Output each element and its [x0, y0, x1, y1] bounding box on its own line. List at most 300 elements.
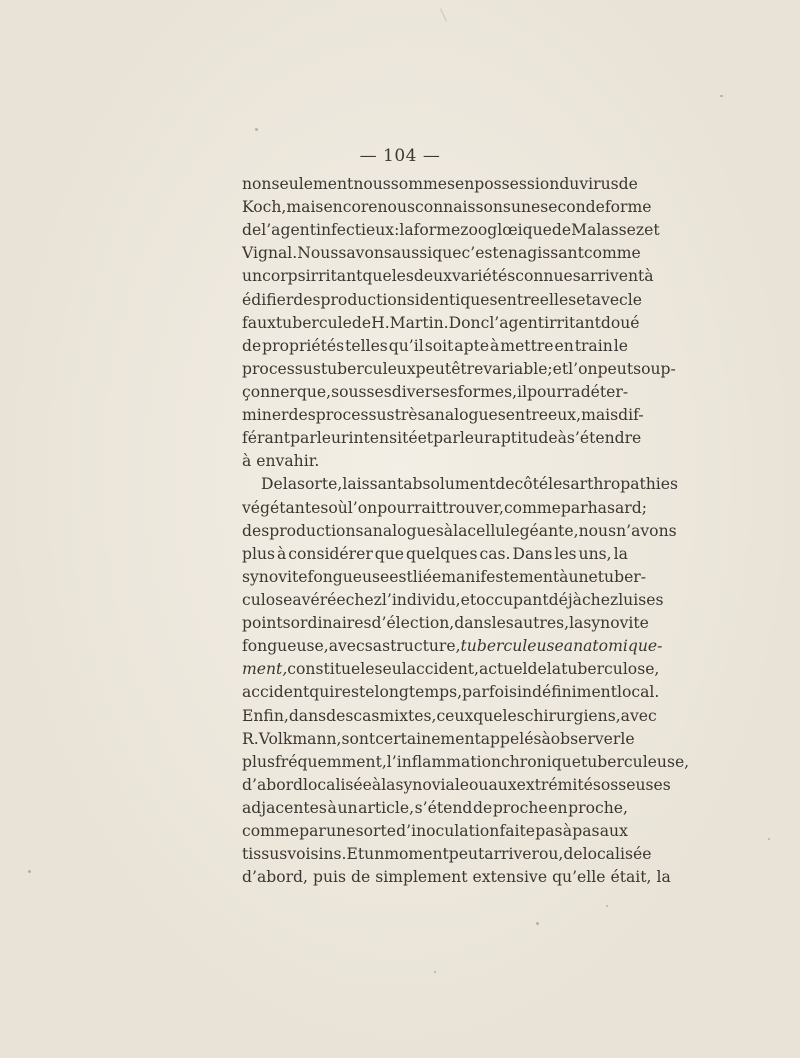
word: à — [562, 822, 573, 841]
word: de — [551, 221, 572, 240]
word: tuber- — [597, 567, 647, 586]
word: à — [327, 798, 337, 817]
word: d’inoculation — [396, 822, 500, 841]
word: était, — [610, 868, 652, 887]
text-line — [242, 774, 671, 797]
word: n’avons — [616, 521, 677, 540]
word: à — [557, 429, 567, 448]
text-line — [242, 289, 643, 312]
word: soit — [424, 336, 454, 355]
word: trouver, — [442, 498, 504, 517]
word: ceux — [436, 706, 474, 725]
word: ses — [638, 590, 664, 609]
word: et — [576, 290, 592, 309]
word: une — [510, 198, 541, 217]
word: très — [394, 406, 426, 425]
word: diverses — [391, 382, 458, 401]
text-line — [242, 242, 641, 265]
word: seul — [374, 660, 407, 679]
word: les — [548, 475, 571, 494]
word: autres, — [513, 614, 570, 633]
text-line — [242, 843, 652, 866]
word: en — [548, 798, 568, 817]
word: s’étendre — [566, 429, 642, 448]
word: points — [242, 614, 291, 633]
word: cas. — [479, 544, 511, 563]
word: la — [282, 475, 298, 494]
word: la — [381, 775, 396, 794]
word: zooglœique — [460, 221, 552, 240]
word: parfois — [462, 683, 517, 702]
text-line — [242, 866, 671, 889]
word: des — [293, 290, 321, 309]
word: sa — [364, 637, 383, 656]
word: tuberculose, — [561, 660, 660, 679]
word: propriétés — [262, 336, 345, 355]
word: savons — [338, 244, 392, 263]
word: proche, — [568, 798, 628, 817]
word: faite — [499, 822, 536, 841]
word: que — [473, 706, 503, 725]
word: extensive — [472, 868, 548, 887]
text-line — [242, 635, 663, 658]
word: sont — [341, 729, 376, 748]
word: chez — [581, 590, 619, 609]
text-line — [242, 520, 677, 543]
word: hasard; — [587, 498, 647, 517]
text-line — [242, 543, 628, 566]
word: liée — [412, 567, 442, 586]
word: appelés — [480, 729, 542, 748]
word: aussi — [391, 244, 433, 263]
word: sorte — [355, 822, 396, 841]
text-line — [242, 312, 640, 335]
word: déjà — [548, 590, 582, 609]
paper-speck — [768, 838, 770, 840]
word: une — [326, 822, 356, 841]
text-line — [242, 335, 628, 358]
word: H. — [371, 313, 390, 332]
word: la — [656, 868, 671, 887]
word: adjacentes — [242, 798, 327, 817]
word: l’individu, — [381, 590, 461, 609]
word: que — [362, 267, 392, 286]
word: structure, — [382, 637, 461, 656]
word: la — [453, 521, 468, 540]
word: ordinaires — [290, 614, 372, 633]
word: telles — [345, 336, 388, 355]
text-line — [242, 797, 628, 820]
word: des — [288, 406, 316, 425]
word: ou, — [538, 845, 564, 864]
word: analogues — [425, 406, 506, 425]
word: reste — [334, 683, 375, 702]
word: envahir. — [256, 452, 320, 471]
word: corps — [262, 267, 306, 286]
word: tissus — [242, 845, 288, 864]
word: fréquemment, — [275, 752, 387, 771]
word: puis — [312, 868, 346, 887]
word: moment — [384, 845, 449, 864]
word: plus — [242, 544, 276, 563]
word: aux — [488, 775, 517, 794]
word: à — [644, 267, 654, 286]
word: synoviale — [395, 775, 470, 794]
word: que — [374, 544, 405, 563]
word: Enfin, — [242, 706, 289, 725]
word: localisée — [303, 775, 372, 794]
text-line — [242, 566, 647, 589]
word: doué — [600, 313, 640, 332]
text-line — [242, 404, 644, 427]
word: qu’elle — [552, 868, 606, 887]
word: soup- — [633, 359, 676, 378]
word: et — [417, 429, 434, 448]
word: de — [351, 313, 372, 332]
word: arriver — [484, 845, 539, 864]
word: connaissons — [415, 198, 511, 217]
word: de — [473, 798, 493, 817]
word: des — [326, 706, 354, 725]
word: apte — [454, 336, 490, 355]
paper-speck — [536, 922, 539, 925]
text-line — [242, 705, 657, 728]
word: de — [563, 845, 583, 864]
word: d’abord — [242, 775, 304, 794]
word: il — [517, 382, 528, 401]
word: analogues — [363, 521, 444, 540]
word: irritant — [544, 313, 601, 332]
word: un — [242, 267, 263, 286]
word: en — [498, 244, 518, 263]
word: la — [569, 614, 584, 633]
word: pas — [535, 822, 563, 841]
word: à — [443, 521, 454, 540]
word: férant — [242, 429, 291, 448]
word: nous — [578, 521, 617, 540]
word: entre — [505, 406, 549, 425]
word: mais — [581, 406, 619, 425]
word: productions — [269, 521, 364, 540]
word: fongueuse, — [242, 637, 329, 656]
word: accident, — [406, 660, 479, 679]
word: laissant — [342, 475, 404, 494]
word: irritant — [305, 267, 363, 286]
word: sommes — [390, 175, 455, 193]
word: de — [242, 221, 262, 240]
word: l’agent — [489, 313, 545, 332]
word: mettre — [500, 336, 554, 355]
word: R. — [242, 729, 259, 748]
word: ment, — [242, 660, 288, 679]
word: accident — [242, 683, 310, 702]
word: avec — [591, 290, 628, 309]
word: observer — [550, 729, 621, 748]
word: en — [455, 175, 475, 193]
word: : — [394, 221, 400, 240]
word: pourrait — [377, 498, 443, 517]
word: d’élection, — [371, 614, 455, 633]
word: l’on — [347, 498, 378, 517]
word: avec — [620, 706, 657, 725]
word: peut — [448, 845, 485, 864]
word: sorte, — [297, 475, 343, 494]
word: plus — [242, 752, 276, 771]
word: par — [299, 822, 326, 841]
word: et — [552, 359, 569, 378]
word: Vignal. — [242, 244, 298, 263]
word: çonner — [242, 382, 297, 401]
word: où — [328, 498, 348, 517]
word: Et — [346, 845, 365, 864]
word: actuel — [478, 660, 528, 679]
word: à — [559, 567, 569, 586]
word: pas — [572, 822, 600, 841]
word: par — [290, 429, 317, 448]
word: comme — [583, 244, 641, 263]
word: formes, — [457, 382, 518, 401]
word: variable; — [483, 359, 553, 378]
word: comme — [242, 822, 299, 841]
word: quelques — [406, 544, 478, 563]
text-line — [242, 427, 642, 450]
word: de — [618, 175, 638, 193]
word: ou — [469, 775, 489, 794]
word: pourra — [527, 382, 581, 401]
word: simplement — [375, 868, 468, 887]
word: lui — [618, 590, 639, 609]
word: certainement — [375, 729, 481, 748]
word: connues — [515, 267, 581, 286]
word: elles — [539, 290, 577, 309]
word: voisins. — [287, 845, 347, 864]
word: par — [433, 429, 460, 448]
text-line — [242, 751, 690, 774]
word: localisée — [582, 845, 652, 864]
word: arthropathies — [570, 475, 679, 494]
text-line — [242, 658, 660, 681]
text-line — [242, 450, 628, 473]
word: dans — [454, 614, 492, 633]
word: forme — [413, 221, 461, 240]
word: côté — [514, 475, 549, 494]
word: l’inflammation — [386, 752, 502, 771]
text-line — [242, 728, 635, 751]
word: sous — [331, 382, 367, 401]
word: Volkmann, — [258, 729, 342, 748]
word: la — [399, 221, 414, 240]
word: chez — [345, 590, 382, 609]
word: nous — [377, 198, 415, 217]
word: processus — [315, 406, 395, 425]
text-line — [242, 219, 660, 242]
word: un — [337, 798, 358, 817]
word: identiques — [414, 290, 498, 309]
word: cellule — [467, 521, 520, 540]
word: indéfiniment — [517, 683, 617, 702]
word: la — [613, 544, 628, 563]
word: infectieux — [315, 221, 395, 240]
word: les — [502, 706, 525, 725]
text-line — [242, 358, 676, 381]
word: Martin. — [389, 313, 449, 332]
word: arrivent — [580, 267, 645, 286]
word: l’on — [568, 359, 598, 378]
word: fongueuse — [307, 567, 390, 586]
word: mixtes, — [379, 706, 437, 725]
word: de — [527, 660, 547, 679]
word: productions — [320, 290, 415, 309]
text-line — [242, 173, 638, 196]
word: Malassez — [571, 221, 645, 240]
word: occupant — [476, 590, 549, 609]
word: que, — [296, 382, 332, 401]
word: leur — [316, 429, 349, 448]
word: cas — [353, 706, 380, 725]
word: seulement — [271, 175, 354, 193]
word: par — [560, 498, 588, 517]
word: peut — [597, 359, 634, 378]
word: comme — [503, 498, 561, 517]
word: nous — [353, 175, 391, 193]
word: processus — [242, 359, 321, 378]
word: et — [460, 590, 477, 609]
word: synovite — [242, 567, 308, 586]
word: local. — [617, 683, 660, 702]
word: entre — [497, 290, 540, 309]
word: possession — [474, 175, 560, 193]
word: culose — [242, 590, 293, 609]
text-line — [242, 681, 660, 704]
word: que — [432, 244, 462, 263]
word: le — [360, 660, 375, 679]
paper-speck — [28, 870, 31, 873]
word: proche — [492, 798, 548, 817]
word: avérée — [292, 590, 346, 609]
word: à — [541, 729, 551, 748]
word: de — [350, 868, 371, 887]
word: les — [554, 544, 577, 563]
word: végétantes — [242, 498, 329, 517]
word: miner — [242, 406, 289, 425]
word: les — [391, 267, 414, 286]
word: peut — [415, 359, 452, 378]
word: des — [242, 521, 270, 540]
word: qui — [309, 683, 335, 702]
word: leur — [459, 429, 492, 448]
word: uns, — [578, 544, 612, 563]
word: dans — [288, 706, 327, 725]
word: Nous — [297, 244, 339, 263]
word: longtemps, — [374, 683, 463, 702]
word: à — [242, 452, 252, 471]
word: de — [242, 336, 262, 355]
text-line — [242, 612, 649, 635]
word: agissant — [517, 244, 584, 263]
word: le — [620, 729, 635, 748]
text-line — [242, 473, 679, 496]
word: extrémités — [516, 775, 601, 794]
word: absolument — [403, 475, 496, 494]
word: chirurgiens, — [524, 706, 621, 725]
paper-speck — [606, 905, 608, 907]
paper-speck — [434, 971, 436, 973]
text-line — [242, 265, 654, 288]
word: à — [277, 544, 287, 563]
word: ses — [366, 382, 392, 401]
text-line — [242, 589, 664, 612]
word: du — [559, 175, 580, 193]
word: Koch, — [242, 198, 287, 217]
word: les — [491, 614, 514, 633]
word: synovite — [583, 614, 649, 633]
page-number: — 104 — — [359, 146, 441, 166]
paper-speck — [255, 128, 258, 131]
word: et — [644, 221, 660, 240]
word: une — [568, 567, 598, 586]
word: édifier — [242, 290, 294, 309]
word: eux, — [548, 406, 582, 425]
word: tuberculeux — [320, 359, 416, 378]
word: anatomique- — [563, 637, 663, 656]
text-line — [242, 196, 652, 219]
word: seconde — [540, 198, 605, 217]
word: deux — [413, 267, 452, 286]
word: tubercule — [275, 313, 352, 332]
word: chronique — [501, 752, 581, 771]
word: dif- — [618, 406, 644, 425]
word: De — [261, 475, 283, 494]
word: variétés — [451, 267, 516, 286]
word: qu’il — [388, 336, 424, 355]
word: aux — [599, 822, 628, 841]
paper-speck — [720, 95, 723, 97]
word: déter- — [580, 382, 629, 401]
word: à — [490, 336, 500, 355]
word: avec — [328, 637, 365, 656]
word: faux — [242, 313, 276, 332]
text-line — [242, 381, 628, 404]
word: le — [627, 290, 643, 309]
word: Dans — [512, 544, 553, 563]
word: tuberculeuse, — [580, 752, 690, 771]
word: Donc — [448, 313, 490, 332]
word: s’étend — [414, 798, 473, 817]
word: osseuses — [600, 775, 671, 794]
word: la — [546, 660, 562, 679]
word: forme — [604, 198, 652, 217]
word: d’abord, — [242, 868, 308, 887]
word: un — [364, 845, 385, 864]
word: encore — [323, 198, 378, 217]
word: constitue — [287, 660, 361, 679]
word: mais — [286, 198, 324, 217]
word: article, — [358, 798, 415, 817]
word: le — [613, 336, 628, 355]
word: virus — [579, 175, 619, 193]
word: train — [574, 336, 613, 355]
word: l’agent — [261, 221, 316, 240]
word: non — [242, 175, 272, 193]
word: de — [495, 475, 515, 494]
text-line — [242, 820, 628, 843]
word: manifestement — [441, 567, 560, 586]
body-text — [242, 173, 690, 889]
word: à — [371, 775, 382, 794]
word: c’est — [461, 244, 499, 263]
word: en — [554, 336, 574, 355]
word: intensité — [348, 429, 418, 448]
